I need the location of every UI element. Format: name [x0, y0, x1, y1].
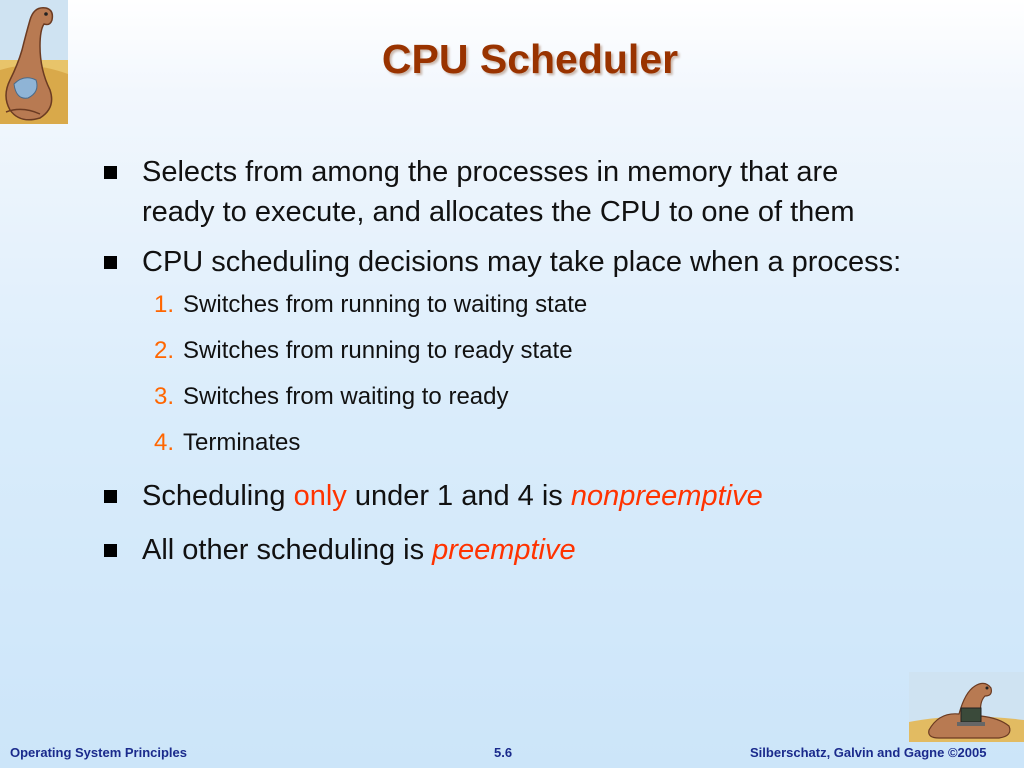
- bullet-text-part: under 1 and 4 is: [346, 480, 571, 512]
- dinosaur-laptop-icon: [909, 672, 1024, 742]
- emphasis-nonpreemptive: nonpreemptive: [570, 480, 763, 512]
- subitem-number: 1.: [154, 291, 175, 318]
- bullet-text-part: Scheduling: [142, 480, 294, 512]
- bullet-text: Selects from among the processes in memory that are ready to execute, and allocates the CPU to one of them: [142, 156, 855, 228]
- bullet-item: [104, 242, 924, 282]
- numbered-subitem: [154, 382, 924, 412]
- square-bullet-icon: [104, 166, 117, 179]
- square-bullet-icon: [104, 490, 117, 503]
- bullet-item: [104, 152, 924, 232]
- bullet-item: [104, 476, 924, 516]
- emphasis-only: only: [293, 480, 347, 512]
- numbered-subitem: [154, 428, 924, 458]
- numbered-subitem: [154, 336, 924, 366]
- slide-content: [104, 152, 924, 570]
- subitem-text: Switches from running to ready state: [183, 337, 573, 364]
- subitem-number: 2.: [154, 337, 175, 364]
- subitem-text: Switches from waiting to ready: [183, 383, 509, 410]
- subitem-text: Terminates: [183, 429, 301, 456]
- subitem-number: 4.: [154, 429, 175, 456]
- bullet-text: [142, 476, 912, 516]
- footer-copyright: Silberschatz, Galvin and Gagne ©2005: [750, 745, 987, 760]
- emphasis-preemptive: preemptive: [432, 534, 576, 566]
- subitem-text: Switches from running to waiting state: [183, 291, 588, 318]
- footer-course-title: Operating System Principles: [10, 745, 188, 760]
- bullet-text: [142, 530, 912, 570]
- slide-title: CPU Scheduler: [381, 36, 679, 82]
- footer-page-number: 5.6: [494, 745, 513, 760]
- square-bullet-icon: [104, 256, 117, 269]
- bullet-text: CPU scheduling decisions may take place when a process:: [142, 246, 902, 278]
- square-bullet-icon: [104, 544, 117, 557]
- bullet-item: [104, 530, 924, 570]
- numbered-subitem: [154, 290, 924, 320]
- bullet-text-part: All other scheduling is: [142, 534, 433, 566]
- subitem-number: 3.: [154, 383, 175, 410]
